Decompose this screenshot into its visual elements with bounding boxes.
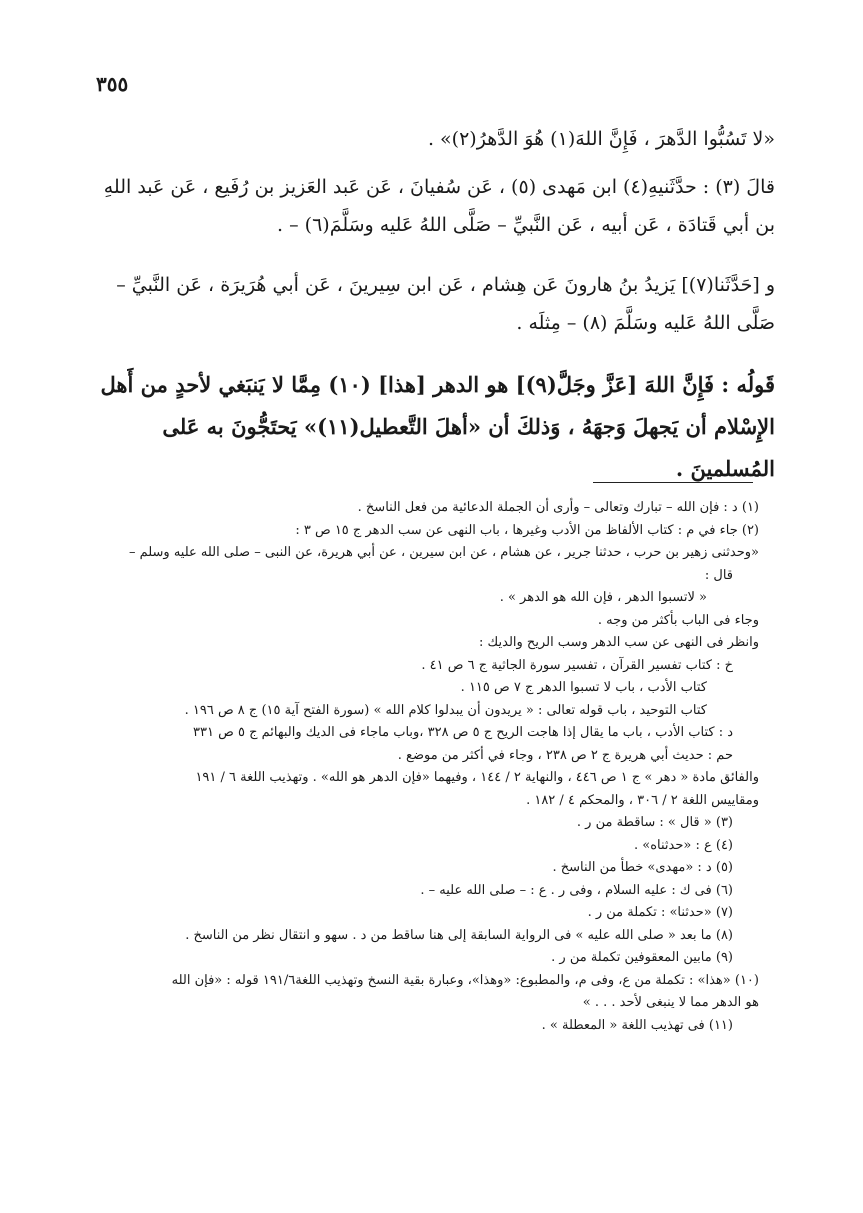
footnote-2: (٢) جاء في م : كتاب الألفاظ من الأدب وغيرها ، باب النهى عن سب الدهر ج ١٥ ص ٣ : — [295, 522, 759, 538]
footnote-2-ref-hm: حم : حديث أبي هريرة ج ٢ ص ٢٣٨ ، وجاء في أكثر من موضع . — [397, 747, 733, 763]
footnote-2-ref-faiq: والفائق مادة « دهر » ج ١ ص ٤٤٦ ، والنهاية ٢ / ١٤٤ ، وفيهما «فإن الدهر هو الله» . وتهذيب اللغة ٦ / ١٩١ — [195, 770, 759, 785]
footnote-10: (١٠) «هذا» : تكملة من ع، وفى م، والمطبوع: «وهذا»، وعبارة بقية النسخ وتهذيب اللغة١٩١/٦ قوله : «فإن الله — [171, 972, 759, 988]
footnote-11: (١١) فى تهذيب اللغة « المعطلة » . — [541, 1017, 733, 1033]
footnotes — [95, 497, 759, 1037]
page-number: ٣٥٥ — [96, 72, 129, 96]
footnote-3: (٣) « قال » : ساقطة من ر . — [576, 815, 733, 830]
footnote-8: (٨) ما بعد « صلى الله عليه » فى الرواية السابقة إلى هنا ساقط من د . سهو و انتقال نظر من الناسخ . — [185, 927, 733, 943]
footnote-2-quote-cont: قال : — [704, 567, 733, 583]
footnote-6: (٦) فى ك : عليه السلام ، وفى ر . ع : – صلى الله عليه – . — [420, 882, 733, 898]
footnote-2-note: وجاء فى الباب بأكثر من وجه . — [597, 612, 759, 628]
commentary-paragraph: قَولُه : فَإِنَّ اللهَ [عَزَّ وجَلَّ(٩)] هو الدهر [هذا] (١٠) مِمَّا لا يَنبَغي لأحدٍ من أَهل الإِسْلام أن يَجهلَ وَجهَهُ ، وَذلكَ أن «أهلَ التَّعطيل(١١)» يَحتَجُّونَ به عَلى المُسلمينَ . — [100, 372, 775, 481]
footnote-separator — [593, 482, 753, 483]
footnote-2-ref-kh-3: كتاب التوحيد ، باب قوله تعالى : « يريدون أن يبدلوا كلام الله » (سورة الفتح آية ١٥) ج ٨ ص ١٩٦ . — [184, 702, 707, 718]
footnote-10-cont: هو الدهر مما لا ينبغى لأحد . . . » — [582, 995, 759, 1010]
footnote-2-ref-d: د : كتاب الأدب ، باب ما يقال إذا هاجت الريح ج ٥ ص ٣٢٨ ،وباب ماجاء فى الديك والبهائم ج ٥ ص ٣٣١ — [193, 725, 733, 740]
footnote-7: (٧) «حدثنا» : تكملة من ر . — [587, 905, 733, 920]
footnote-2-quote: «وحدثنى زهير بن حرب ، حدثنا جرير ، عن هشام ، عن ابن سيرين ، عن أبي هريرة، عن النبى – صلى الله عليه وسلم – — [128, 545, 759, 560]
footnote-2-ref-kh-2: كتاب الأدب ، باب لا تسبوا الدهر ج ٧ ص ١١٥ . — [460, 680, 707, 695]
footnote-2-ref-maqayis: ومقاييس اللغة ٢ / ٣٠٦ ، والمحكم ٤ / ١٨٢ . — [526, 792, 759, 808]
footnote-9: (٩) مابين المعقوفين تكملة من ر . — [551, 950, 733, 965]
footnote-4: (٤) ع : «حدثناه» . — [633, 837, 733, 853]
isnad-paragraph-2: و [حَدَّثَنا(٧)] يَزيدُ بنُ هارونَ عَن هِشام ، عَن ابن سِيرينَ ، عَن أبي هُرَيرَة ، عَن النَّبيِّ – صَلَّى اللهُ عَليه وسَلَّمَ (٨) – مِثلَه . — [116, 274, 775, 334]
hadith-text: «لا تَسُبُّوا الدَّهرَ ، فَإِنَّ اللهَ(١) هُوَ الدَّهرُ(٢)» . — [427, 128, 775, 150]
footnote-2-hadith: « لاتسبوا الدهر ، فإن الله هو الدهر » . — [499, 590, 707, 605]
isnad-paragraph-1: قالَ (٣) : حدَّثَنيهِ(٤) ابن مَهدى (٥) ، عَن سُفيانَ ، عَن عَبد العَزيز بن رُفَيع ، عَن عَبد اللهِ بن أبي قَتادَة ، عَن أبيه ، عَن النَّبيِّ – صَلَّى اللهُ عَليه وسَلَّمَ(٦) – . — [103, 176, 775, 236]
main-text — [95, 120, 775, 490]
footnote-2-ref-kh: خ : كتاب تفسير القرآن ، تفسير سورة الجاثية ج ٦ ص ٤١ . — [421, 657, 733, 673]
footnote-2-see: وانظر فى النهى عن سب الدهر وسب الريح والديك : — [479, 635, 759, 650]
footnote-5: (٥) د : «مهدى» خطأ من الناسخ . — [552, 860, 733, 875]
footnote-1: (١) د : فإن الله – تبارك وتعالى – وأرى أن الجملة الدعائية من فعل الناسخ . — [357, 500, 759, 515]
